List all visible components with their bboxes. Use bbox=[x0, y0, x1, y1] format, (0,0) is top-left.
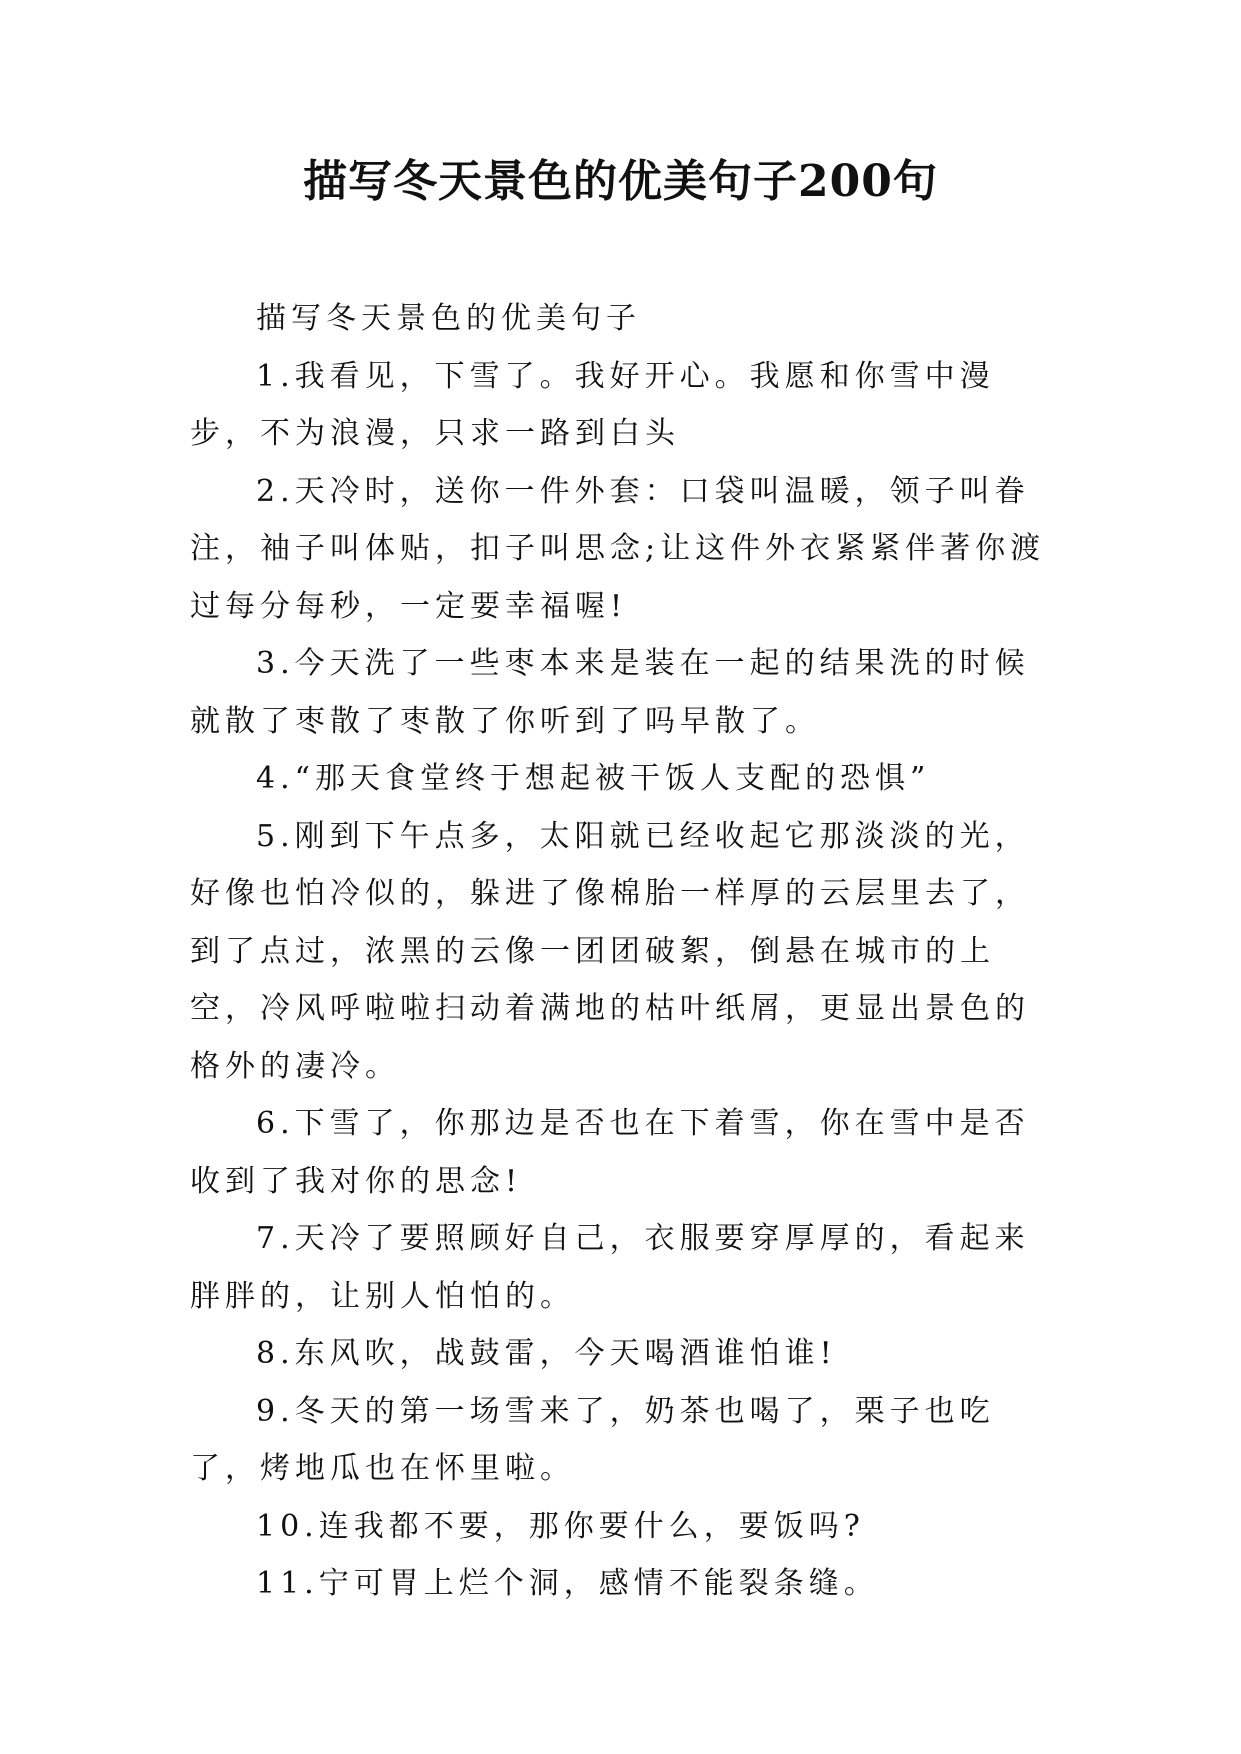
paragraph: 6.下雪了，你那边是否也在下着雪，你在雪中是否收到了我对你的思念! bbox=[190, 1106, 1030, 1199]
paragraph: 8.东风吹，战鼓雷，今天喝酒谁怕谁! bbox=[256, 1336, 837, 1371]
paragraph: 1.我看见，下雪了。我好开心。我愿和你雪中漫步，不为浪漫，只求一路到白头 bbox=[190, 358, 995, 451]
paragraph: 3.今天洗了一些枣本来是装在一起的结果洗的时候就散了枣散了枣散了你听到了吗早散了。 bbox=[190, 646, 1030, 739]
paragraph: 4.“那天食堂终于想起被干饭人支配的恐惧” bbox=[256, 761, 931, 796]
paragraph: 5.刚到下午点多，太阳就已经收起它那淡淡的光，好像也怕冷似的，躲进了像棉胎一样厚的云层里去了，到了点过，浓黑的云像一团团破絮，倒悬在城市的上空，冷风呼啦啦扫动着满地的枯叶纸屑，更显出景色的格外的凄冷。 bbox=[190, 818, 1030, 1084]
paragraph: 2.天冷时，送你一件外套：口袋叫温暖，领子叫眷注，袖子叫体贴，扣子叫思念;让这件外衣紧紧伴著你渡过每分每秒，一定要幸福喔! bbox=[190, 473, 1046, 624]
document-body bbox=[190, 290, 1050, 1613]
paragraph: 7.天冷了要照顾好自己，衣服要穿厚厚的，看起来胖胖的，让别人怕怕的。 bbox=[190, 1221, 1030, 1314]
document-subtitle: 描写冬天景色的优美句子 bbox=[256, 301, 641, 336]
paragraph: 9.冬天的第一场雪来了，奶茶也喝了，栗子也吃了，烤地瓜也在怀里啦。 bbox=[190, 1393, 995, 1486]
paragraph: 11.宁可胃上烂个洞，感情不能裂条缝。 bbox=[256, 1566, 879, 1601]
paragraph: 10.连我都不要，那你要什么，要饭吗? bbox=[256, 1508, 865, 1544]
document-title: 描写冬天景色的优美句子200句 bbox=[303, 156, 938, 207]
